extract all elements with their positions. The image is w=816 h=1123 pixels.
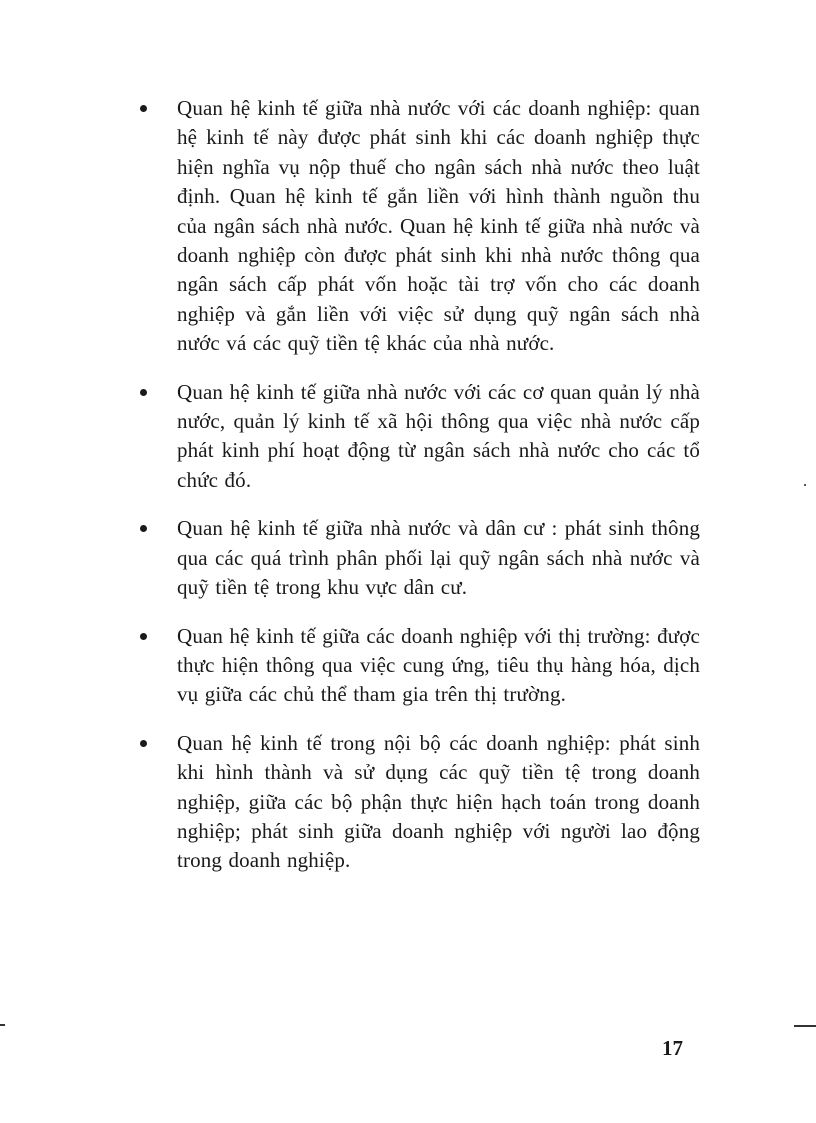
bullet-item-internal-enterprise	[140, 729, 700, 876]
bullet-icon	[140, 389, 147, 396]
bullet-text: Quan hệ kinh tế giữa nhà nước và dân cư : phát sinh thông qua các quá trình phân phối lại quỹ ngân sách nhà nước và quỹ tiền tệ trong khu vực dân cư.	[177, 516, 700, 600]
bullet-item-state-agencies	[140, 378, 700, 496]
bullet-text: Quan hệ kinh tế giữa nhà nước với các doanh nghiệp: quan hệ kinh tế này được phát sinh khi các doanh nghiệp thực hiện nghĩa vụ nộp thuế cho ngân sách nhà nước theo luật định. Quan hệ kinh tế gắn liền với hình thành nguồn thu của ngân sách nhà nước. Quan hệ kinh tế giữa nhà nước và doanh nghiệp còn được phát sinh khi nhà nước thông qua ngân sách cấp phát vốn hoặc tài trợ vốn cho các doanh nghiệp và gắn liền với việc sử dụng quỹ ngân sách nhà nước vá các quỹ tiền tệ khác của nhà nước.	[177, 96, 700, 356]
bullet-icon	[140, 105, 147, 112]
bullet-list	[140, 94, 700, 895]
scan-edge-mark-left	[0, 1024, 5, 1026]
bullet-text: Quan hệ kinh tế trong nội bộ các doanh nghiệp: phát sinh khi hình thành và sử dụng các quỹ tiền tệ trong doanh nghiệp, giữa các bộ phận thực hiện hạch toán trong doanh nghiệp; phát sinh giữa doanh nghiệp với người lao động trong doanh nghiệp.	[177, 730, 700, 873]
bullet-item-state-enterprise	[140, 94, 700, 359]
bullet-icon	[140, 525, 147, 532]
bullet-item-state-residents	[140, 514, 700, 602]
bullet-icon	[140, 740, 147, 747]
bullet-text: Quan hệ kinh tế giữa các doanh nghiệp với thị trường: được thực hiện thông qua việc cung ứng, tiêu thụ hàng hóa, dịch vụ giữa các chủ thể tham gia trên thị trường.	[177, 623, 700, 707]
scan-edge-mark-right	[794, 1025, 816, 1027]
bullet-text: Quan hệ kinh tế giữa nhà nước với các cơ quan quản lý nhà nước, quản lý kinh tế xã hội thông qua việc nhà nước cấp phát kinh phí hoạt động từ ngân sách nhà nước cho các tổ chức đó.	[177, 379, 700, 492]
scan-speck	[804, 484, 806, 486]
bullet-item-enterprise-market	[140, 622, 700, 710]
page-number: 17	[662, 1036, 683, 1060]
bullet-icon	[140, 633, 147, 640]
